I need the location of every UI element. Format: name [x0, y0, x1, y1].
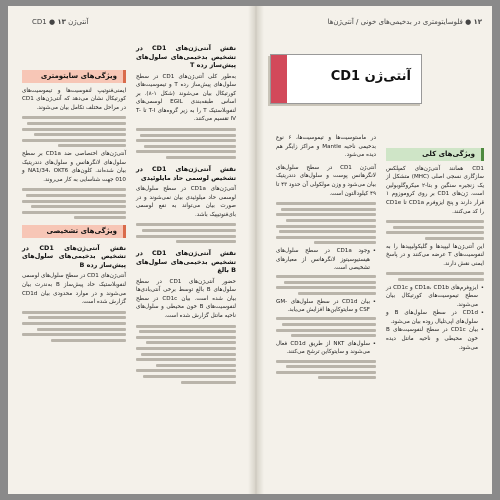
book-gutter	[248, 6, 264, 494]
left-page-right-column	[136, 38, 236, 386]
paragraph: در ماستوسیت‌ها و تیموسیت‌ها، ۶ نوع بدخیمی ناحیه Mantle و مراکز زایگر هم دیده می‌شود.	[276, 135, 376, 159]
right-page-left-column	[276, 134, 376, 382]
right-page-right-column	[386, 148, 484, 352]
paragraph: این آنتی‌ژن‌ها لیپیدها و گلیکولیپیدها را به لنفوسیت‌های T عرضه می‌کنند و در پاسخ ایمنی نقش دارند.	[386, 243, 484, 267]
left-page-number: ۱۳	[57, 18, 66, 26]
right-running-head-text: فلوسایتومتری در بدخیمی‌های خونی / آنتی‌ژن‌ها	[327, 18, 463, 26]
general-features-box: ویژگی‌های کلی	[386, 148, 484, 161]
section-heading: نقش آنتی‌ژن‌های CD1 در تشخیص بدخیمی‌های سلول‌های پیش‌ساز رده B	[22, 243, 127, 269]
diagnostic-features-box: ویژگی‌های تشخیصی	[22, 225, 126, 238]
bullet-item: • سلول‌های NKT از طریق CD1d فعال می‌شوند و سایتوکاین ترشح می‌کنند.	[276, 340, 376, 357]
paragraph: CD1 همانند آنتی‌ژن‌های کمپلکس سازگاری نسجی اصلی (MHC) متشکل از یک زنجیره سنگین و بتا-۲ میکروگلوبولین است. ژن‌های CD1 بر روی کروموزوم ۱ قرار دارند و پنج ایزوفرم CD1a تا CD1e را کد می‌کنند.	[386, 165, 484, 215]
title-accent-bar	[271, 55, 287, 103]
chapter-title: آنتی‌ژن CD1	[330, 69, 411, 84]
bullet-item: • CD1d در سطح سلول‌های B و سلول‌های اپی‌تلیال روده بیان می‌شود.	[386, 309, 484, 326]
right-page-number: ۱۲	[473, 18, 482, 26]
left-page-left-column	[22, 70, 126, 344]
paragraph: آنتی‌ژن‌های اختصاصی ضد CD1a بر سطح سلول‌های لانگرهانس و سلول‌های دندریتیک بیان شده‌اند. کلون‌های NA1/34، OKT6 و 010 جهت شناسایی به کار می‌روند.	[22, 150, 126, 183]
right-page	[264, 6, 492, 494]
cytometry-features-box: ویژگی‌های سایتومتری	[22, 70, 126, 83]
paragraph: آنتی‌ژن‌های CD1a در سطح سلول‌های لوسمی حاد میلوئیدی بیان نمی‌شوند و در صورت بیان می‌تواند به نفع لوسمی بای‌فنوتیپیک باشد.	[136, 186, 236, 218]
bullet-item: • ایزوفرم‌های CD1a، CD1b و CD1c در سطح تیموسیت‌های کورتیکال بیان می‌شوند.	[386, 284, 484, 310]
section-heading: نقش آنتی‌ژن‌های CD1 در تشخیص بدخیمی‌های سلول‌های پیش‌ساز رده T	[136, 44, 236, 69]
left-running-head: آنتی‌ژن CD1 ● ۱۳	[32, 18, 89, 26]
paragraph: حضور آنتی‌ژن‌های CD1 در سطح سلول‌های B بالغ توسط برخی آنتی‌بادی‌ها بیان شده است. بیان CD1c در سطح لنفوسیت‌های B خون محیطی و سلول‌های ناحیه مانتل گزارش شده است.	[136, 278, 236, 320]
paragraph: به‌طور کلی آنتی‌ژن‌های CD1 در سطح سلول‌های پیش‌ساز رده T و تیموسیت‌های کورتیکال بیان می‌شوند (شکل ۱-۸). بر اساس طبقه‌بندی EGIL لوسمی‌های لنفوبلاستیک T را به زیر گروه‌های T-I تا T-IV تقسیم می‌کنند.	[136, 73, 237, 123]
bullet-item: • بیان CD1c در سطح لنفوسیت‌های B خون محیطی و ناحیه مانتل دیده می‌شود.	[386, 326, 484, 352]
left-running-head-text: آنتی‌ژن CD1	[32, 18, 89, 26]
book-spread	[8, 6, 492, 494]
paragraph: آنتی‌ژن‌های CD1 در سطح سلول‌های لوسمی لنفوبلاستیک حاد پیش‌ساز B به‌ندرت بیان می‌شوند و در موارد محدودی بیان CD1d گزارش شده است.	[22, 273, 126, 306]
section-heading: نقش آنتی‌ژن‌های CD1 در تشخیص لوسمی حاد مایلوئیدی	[136, 165, 236, 182]
section-heading: نقش آنتی‌ژن‌های CD1 در تشخیص بدخیمی‌های سلول‌های B بالغ	[136, 249, 236, 275]
bullet-item: • وجود CD1a در سطح سلول‌های هیستیوسیتوز لانگرهانس از معیارهای تشخیصی است.	[276, 247, 376, 273]
chapter-title-box	[270, 54, 422, 104]
left-page	[8, 6, 248, 494]
right-running-head: ۱۲ ● فلوسایتومتری در بدخیمی‌های خونی / آنتی‌ژن‌ها	[327, 18, 482, 26]
paragraph: ایمنی‌فنوتیپ لنفوسیت‌ها و تیموسیت‌های کورتیکال نشان می‌دهد که آنتی‌ژن‌های CD1 در مراحل مختلف تکامل بیان می‌شوند.	[22, 87, 126, 111]
bullet-item: • بیان CD1d در سطح سلول‌های GM-CSF و سایتوکاین‌ها افزایش می‌یابد.	[276, 298, 376, 315]
paragraph: آنتی‌ژن CD1 در سطح سلول‌های لانگرهانس پوست و سلول‌های دندریتیک بیان می‌شود و وزن مولکولی آن حدود ۴۳ تا ۴۹ کیلودالتون است.	[276, 164, 376, 197]
